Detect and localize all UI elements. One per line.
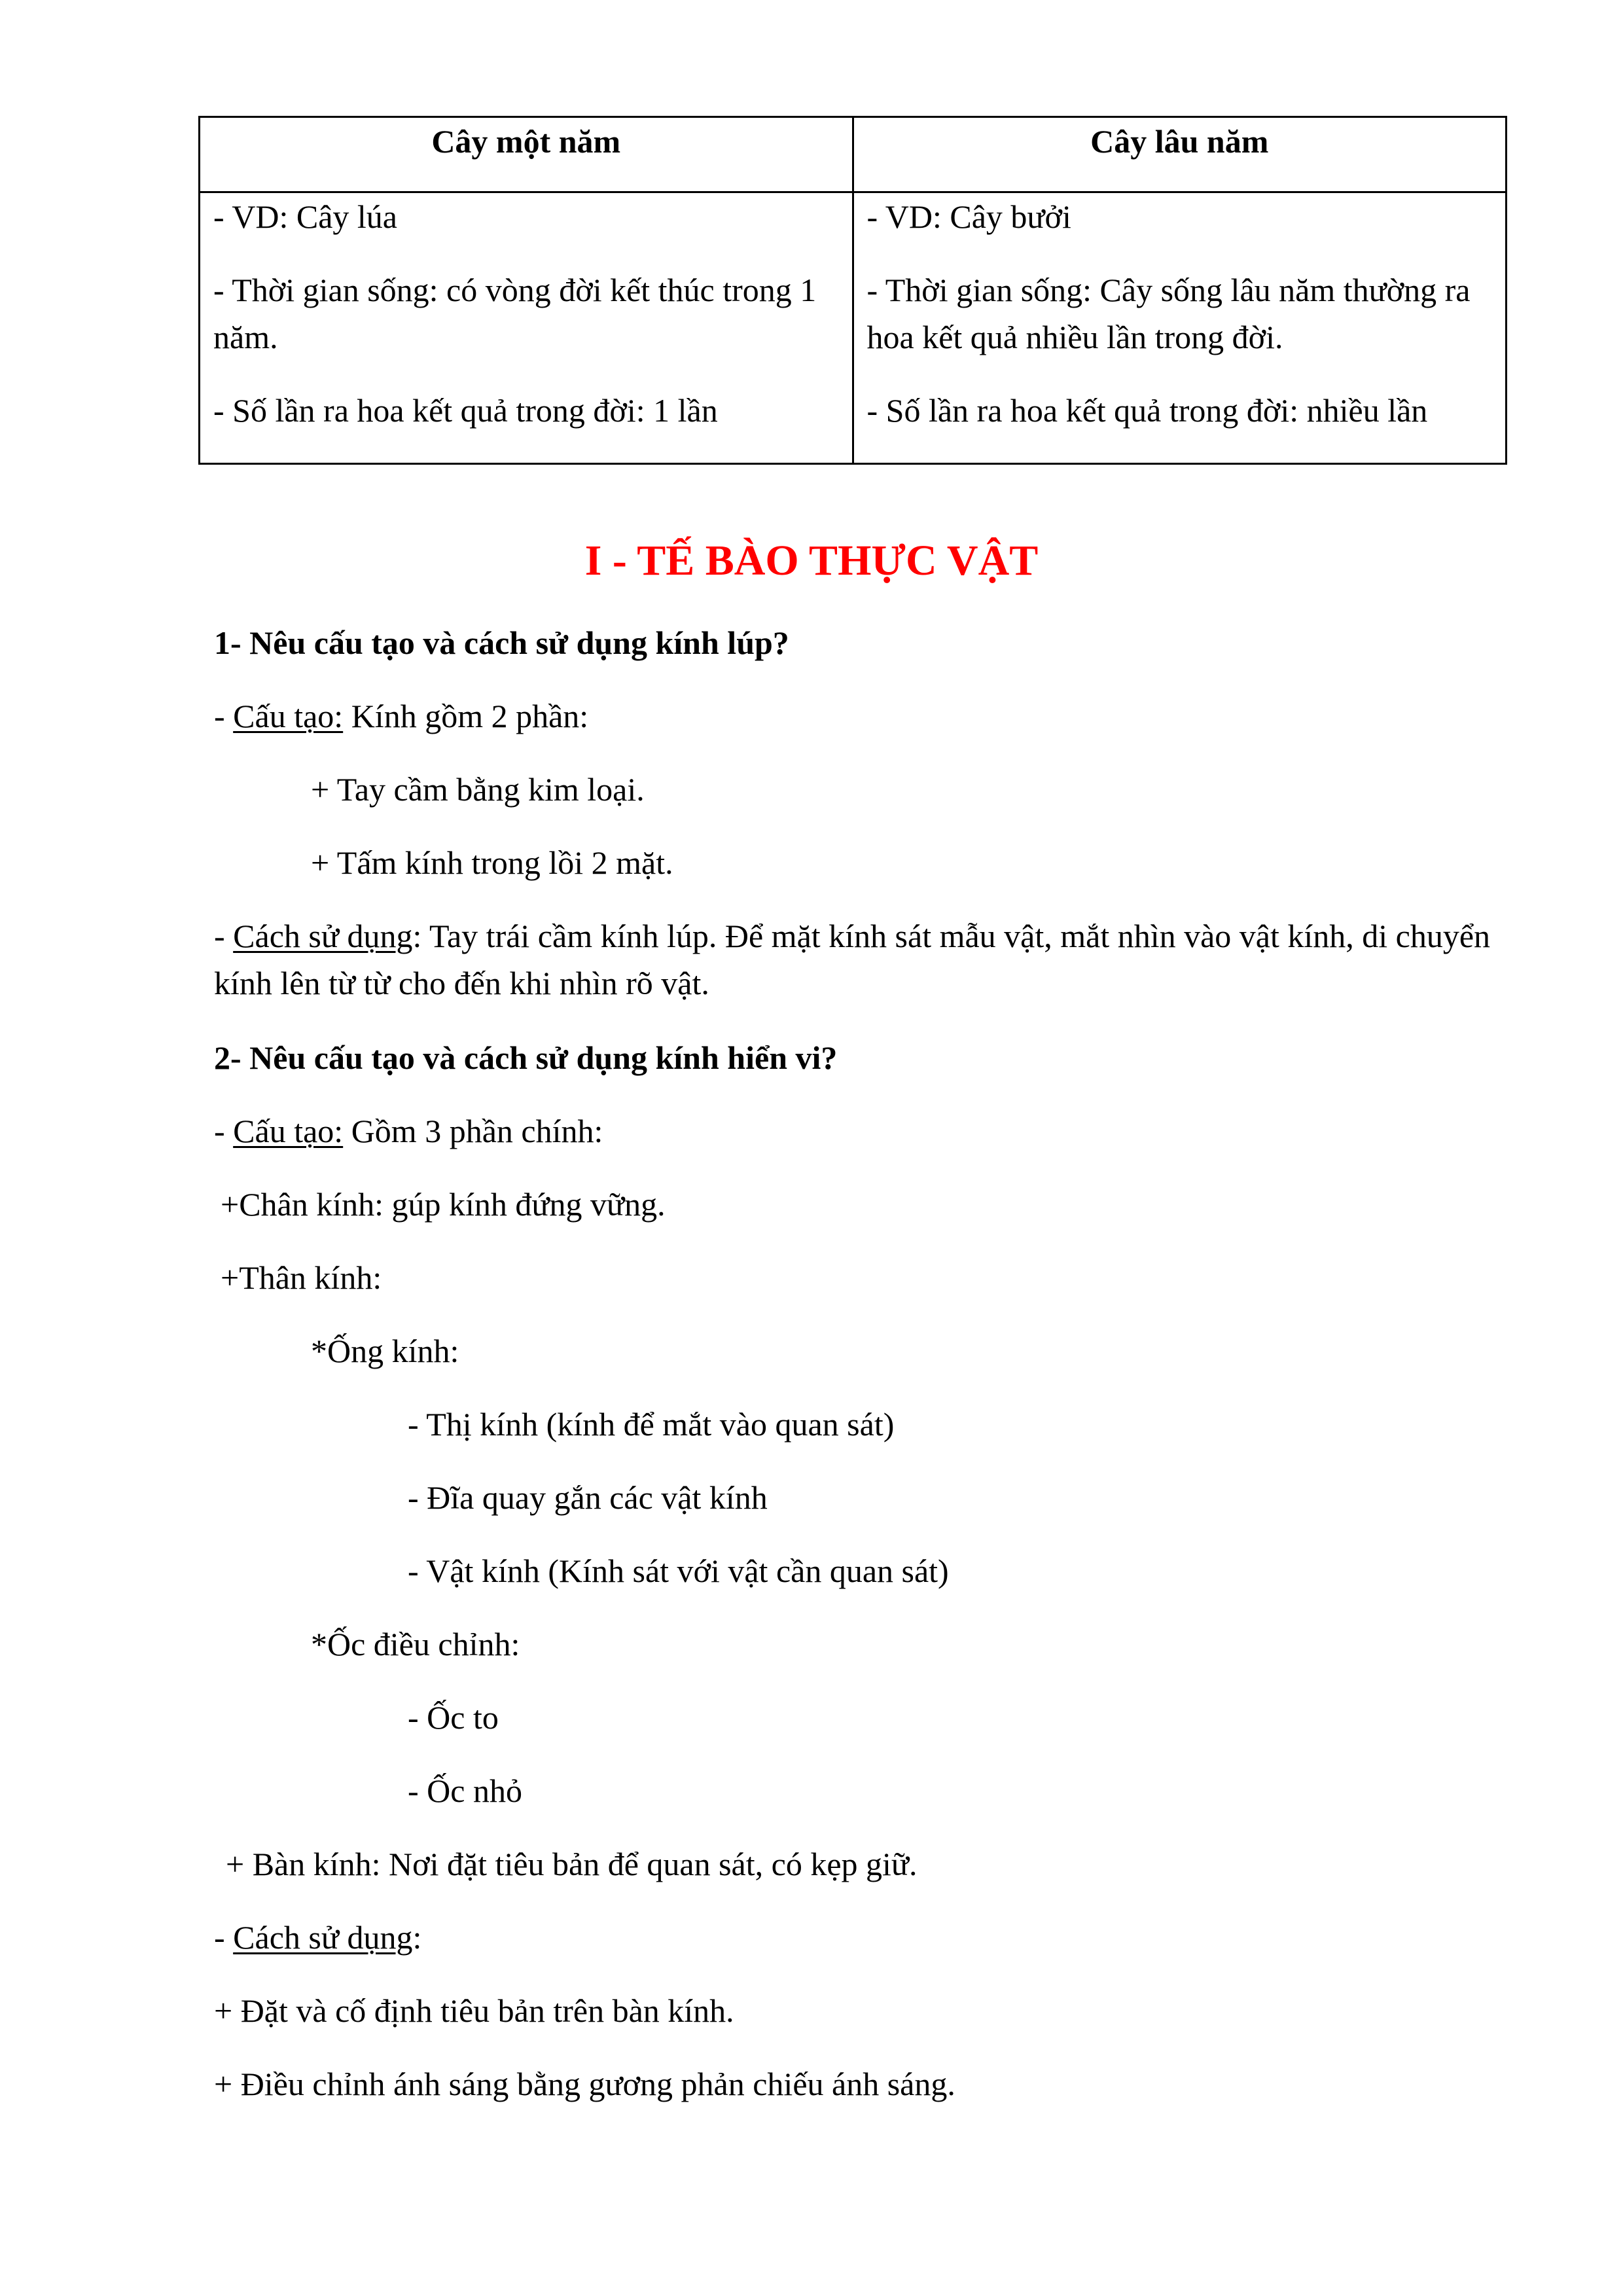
annual-lifespan: - Thời gian sống: có vòng đời kết thúc trong 1 năm.	[213, 272, 817, 355]
q2-usage-suffix: :	[412, 1919, 422, 1956]
annual-flowering: - Số lần ra hoa kết quả trong đời: 1 lần	[213, 392, 718, 429]
q1-structure-text: Kính gồm 2 phần:	[343, 698, 589, 734]
q2-knob-item: - Ốc nhỏ	[408, 1772, 522, 1809]
q2-tube-item: - Thị kính (kính để mắt vào quan sát)	[408, 1406, 895, 1443]
q2-base: +Chân kính: gúp kính đứng vững.	[221, 1186, 666, 1223]
q2-title: 2- Nêu cấu tạo và cách sử dụng kính hiển vi?	[214, 1039, 838, 1076]
q2-tube: *Ống kính:	[311, 1333, 459, 1369]
comparison-table	[198, 116, 1507, 465]
table-cell-annual	[200, 192, 853, 464]
perennial-lifespan: - Thời gian sống: Cây sống lâu năm thường ra hoa kết quả nhiều lần trong đời.	[866, 272, 1471, 355]
q1-part2: + Tấm kính trong lồi 2 mặt.	[311, 844, 673, 881]
q1-usage-prefix: -	[214, 918, 234, 954]
annual-example: - VD: Cây lúa	[213, 198, 397, 235]
q2-structure-label: Cấu tạo:	[233, 1113, 344, 1149]
table-header-row	[200, 117, 1507, 192]
q2-tube-item: - Đĩa quay gắn các vật kính	[408, 1479, 768, 1516]
table-cell-perennial	[853, 192, 1507, 464]
q1-structure-prefix: -	[214, 698, 234, 734]
q2-step: + Đặt và cố định tiêu bản trên bàn kính.	[214, 1992, 734, 2029]
perennial-flowering: - Số lần ra hoa kết quả trong đời: nhiều lần	[866, 392, 1428, 429]
q2-knob-item: - Ốc to	[408, 1699, 499, 1736]
q2-structure	[214, 1107, 603, 1155]
q2-structure-prefix: -	[214, 1113, 234, 1149]
q1-usage-text: : Tay trái cầm kính lúp. Để mặt kính sát mẫu vật, mắt nhìn vào vật kính, di chuyển kính lên từ từ cho đến khi nhìn rõ vật.	[214, 918, 1491, 1001]
q1-usage	[214, 912, 1497, 1007]
q1-title: 1- Nêu cấu tạo và cách sử dụng kính lúp?	[214, 624, 789, 661]
q2-stage: + Bàn kính: Nơi đặt tiêu bản để quan sát, có kẹp giữ.	[226, 1846, 918, 1882]
q2-usage-prefix: -	[214, 1919, 234, 1956]
q2-knob: *Ốc điều chỉnh:	[311, 1626, 520, 1662]
table-header-annual: Cây một năm	[200, 117, 853, 192]
table-header-perennial: Cây lâu năm	[853, 117, 1507, 192]
q2-usage-label: Cách sử dụng	[233, 1919, 413, 1956]
perennial-example: - VD: Cây bưởi	[866, 198, 1071, 235]
q2-body: +Thân kính:	[221, 1259, 382, 1296]
section-title: I - TẾ BÀO THỰC VẬT	[584, 537, 1039, 584]
q1-structure	[214, 692, 588, 740]
q2-tube-item: - Vật kính (Kính sát với vật cần quan sát)	[408, 1552, 949, 1589]
q2-step: + Điều chỉnh ánh sáng bằng gương phản chiếu ánh sáng.	[214, 2066, 955, 2102]
q2-usage	[214, 1914, 421, 1961]
q1-usage-label: Cách sử dụng	[233, 918, 413, 954]
table-row	[200, 192, 1507, 464]
q1-structure-label: Cấu tạo:	[233, 698, 344, 734]
q1-part1: + Tay cầm bằng kim loại.	[311, 771, 645, 808]
q2-structure-text: Gồm 3 phần chính:	[343, 1113, 603, 1149]
